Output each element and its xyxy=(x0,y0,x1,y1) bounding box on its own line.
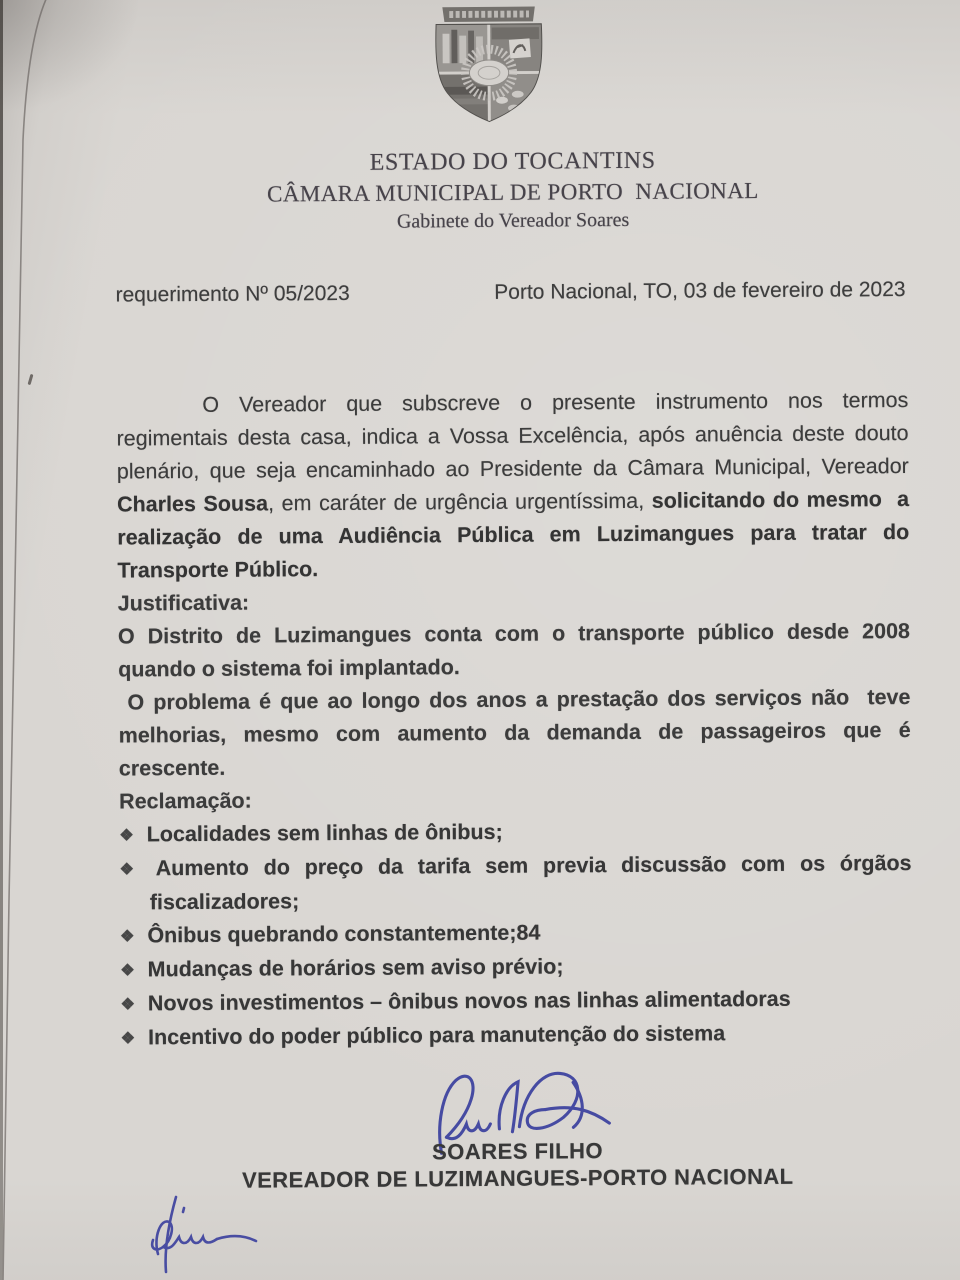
opening-text-2: , em caráter de urgência urgentíssima, xyxy=(267,488,652,516)
municipal-crest-icon xyxy=(422,3,557,126)
complaint-text: Novos investimentos – ônibus novos nas linhas alimentadoras xyxy=(147,986,791,1016)
letterhead-office: Gabinete do Vereador Soares xyxy=(396,208,630,233)
letterhead xyxy=(33,145,960,236)
diamond-bullet-icon: ❖ xyxy=(120,962,135,980)
list-item xyxy=(120,948,912,988)
place-and-date: Porto Nacional, TO, 03 de fevereiro de 2023 xyxy=(494,278,906,304)
signer-name: SOARES FILHO xyxy=(431,1138,604,1165)
opening-paragraph xyxy=(116,384,909,588)
diamond-bullet-icon: ❖ xyxy=(119,861,143,879)
complaints-heading: Reclamação: xyxy=(119,788,252,814)
complaint-text: Mudanças de horários sem aviso prévio; xyxy=(147,954,564,982)
justification-paragraph-2: O problema é que ao longo dos anos a prestação dos serviços não teve melhorias, mesmo com aumento da demanda de passageiros que é crescente. xyxy=(118,684,911,781)
signer-title: VEREADOR DE LUZIMANGUES-PORTO NACIONAL xyxy=(241,1163,794,1193)
complaint-text: Aumento do preço da tarifa sem previa discussão com os órgãos fiscalizadores; xyxy=(149,850,912,915)
letterhead-chamber: CÂMARA MUNICIPAL DE PORTO NACIONAL xyxy=(266,178,759,207)
request-number: requerimento Nº 05/2023 xyxy=(115,281,350,307)
justification-heading: Justificativa: xyxy=(117,590,250,616)
complaint-text: Ônibus quebrando constantemente;84 xyxy=(147,920,541,948)
request-meta-row xyxy=(116,278,906,308)
justification-paragraph-1: O Distrito de Luzimangues conta com o transporte público desde 2008 quando o sistema foi implantado. xyxy=(117,618,911,682)
diamond-bullet-icon: ❖ xyxy=(120,928,135,946)
complaints-list xyxy=(119,813,913,1056)
opening-text: O Vereador que subscreve o presente instrumento nos termos regimentais desta casa, indica a Vossa Excelência, após anuência deste douto plenário, que seja encaminhado ao Presidente da Câmara Municipal, Vereador xyxy=(116,388,909,484)
list-item xyxy=(121,1016,913,1056)
diamond-bullet-icon: ❖ xyxy=(119,827,134,845)
list-item xyxy=(120,914,912,954)
initials-ink-icon xyxy=(136,1192,271,1280)
document-body xyxy=(116,384,914,1248)
complaint-text: Localidades sem linhas de ônibus; xyxy=(146,819,503,847)
request-subject: solicitando do mesmo a realização de uma Audiência Pública em Luzimangues para tratar do Transporte Público. xyxy=(117,487,910,583)
complaint-text: Incentivo do poder público para manutenção do sistema xyxy=(148,1021,726,1050)
diamond-bullet-icon: ❖ xyxy=(120,996,135,1014)
list-item xyxy=(120,982,912,1022)
president-name: Charles Sousa xyxy=(116,491,269,517)
list-item xyxy=(119,847,911,920)
letterhead-state: ESTADO DO TOCANTINS xyxy=(369,147,656,176)
diamond-bullet-icon: ❖ xyxy=(120,1030,136,1048)
list-item xyxy=(119,813,911,853)
